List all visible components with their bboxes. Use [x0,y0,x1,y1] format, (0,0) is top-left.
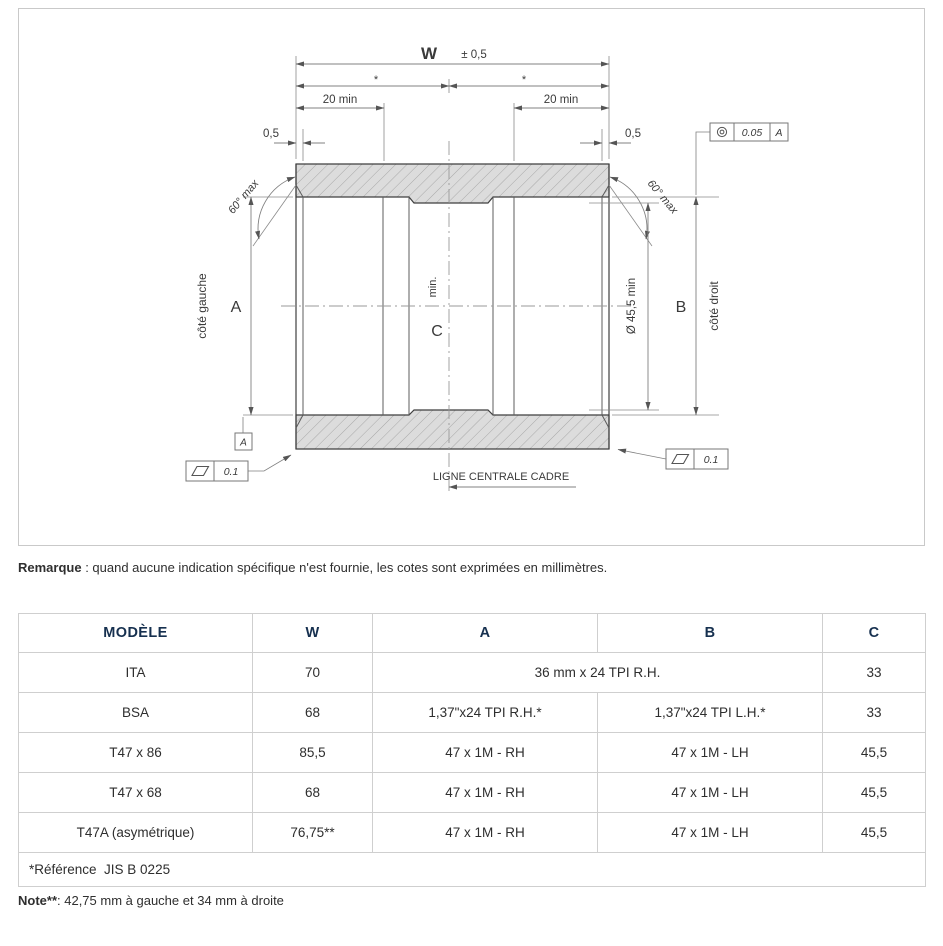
table-cell: T47 x 86 [19,733,253,773]
concentricity-frame [696,123,788,195]
table-cell: 68 [253,693,373,733]
table-cell: 68 [253,773,373,813]
table-row [19,693,926,733]
column-header-b: B [598,614,823,653]
datum-label: A [240,437,247,449]
table-cell: 45,5 [823,813,926,853]
concentricity-tolerance: 0.05 [741,127,763,139]
shell-top-wall [296,164,609,203]
table-row [19,653,926,693]
right-bore-diameter-label: Ø 45,5 min [626,277,638,335]
datum-flag [235,417,252,450]
frame-centerline-label: LIGNE CENTRALE CADRE [432,471,570,483]
flatness-frame-left [186,455,291,481]
left-chamfer-angle-label: 60° max [226,177,262,217]
flatness-left-value: 0.1 [223,466,239,478]
table-header-row [19,614,926,653]
table-cell: 47 x 1M - RH [373,733,598,773]
table-cell: 47 x 1M - RH [373,773,598,813]
table-cell: 1,37"x24 TPI R.H.* [373,693,598,733]
bore-min-label: min. [427,276,439,298]
concentricity-datum: A [775,127,783,139]
table-row [19,773,926,813]
table-cell: 1,37"x24 TPI L.H.* [598,693,823,733]
table-footnote-row [19,853,926,887]
bore-c-label: C [431,323,443,340]
table-cell: 45,5 [823,733,926,773]
column-header-a: A [373,614,598,653]
table-row [19,733,926,773]
table-cell: T47 x 68 [19,773,253,813]
right-side-label: côté droit [707,281,721,331]
flatness-right-value: 0.1 [703,454,719,466]
thread-a-label: A [230,299,242,316]
right-half-mark: * [521,74,527,86]
table-cell: 85,5 [253,733,373,773]
column-header-modele: MODÈLE [19,614,253,653]
left-side-label: côté gauche [195,273,209,339]
w-tolerance-label: ± 0,5 [461,49,487,61]
left-half-mark: * [373,74,379,86]
column-header-c: C [823,614,926,653]
table-cell: T47A (asymétrique) [19,813,253,853]
spec-table-body [19,653,926,853]
w-dimension-label: W [420,44,438,63]
table-row [19,813,926,853]
table-cell: 33 [823,693,926,733]
table-cell: 76,75** [253,813,373,853]
left-chamfer-label: 0,5 [263,128,279,140]
table-cell: 47 x 1M - LH [598,813,823,853]
remark-text: : quand aucune indication spécifique n'est fournie, les cotes sont exprimées en millimètres. [81,560,608,575]
spec-table [18,613,926,887]
table-cell: 47 x 1M - RH [373,813,598,853]
flatness-frame-right [618,449,728,469]
note-text: : 42,75 mm à gauche et 34 mm à droite [57,893,284,908]
drawing-frame [18,8,925,546]
thread-b-label: B [675,299,687,316]
table-cell: BSA [19,693,253,733]
right-chamfer-angle-label: 60° max [644,177,680,217]
note-label: Note** [18,893,58,908]
column-header-w: W [253,614,373,653]
table-cell: ITA [19,653,253,693]
table-cell: 45,5 [823,773,926,813]
table-cell: 36 mm x 24 TPI R.H. [373,653,823,693]
remark-line [18,560,607,575]
bore-lines [296,185,609,428]
technical-drawing [19,9,924,545]
table-cell: 70 [253,653,373,693]
table-footnote: *Référence JIS B 0225 [19,853,926,887]
shell-bottom-wall [296,410,609,449]
left-thread-depth-label: 20 min [322,94,358,106]
table-cell: 47 x 1M - LH [598,773,823,813]
shell-cross-section [296,164,609,449]
table-cell: 33 [823,653,926,693]
table-cell: 47 x 1M - LH [598,733,823,773]
right-thread-depth-label: 20 min [543,94,579,106]
remark-label: Remarque [18,560,82,575]
right-chamfer-label: 0,5 [625,128,641,140]
note-line [18,893,284,908]
